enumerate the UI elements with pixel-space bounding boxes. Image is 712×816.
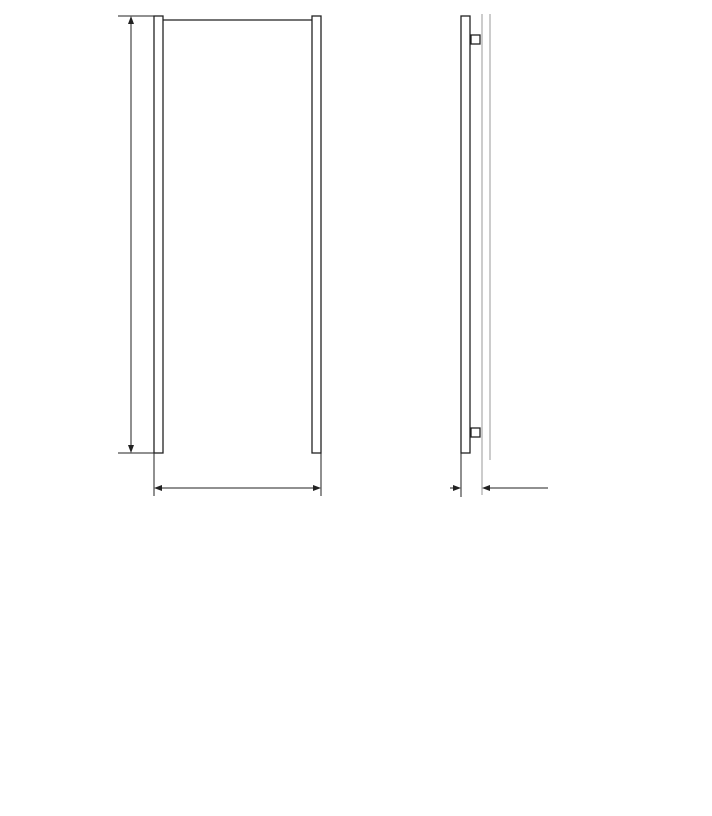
right-collector (312, 16, 321, 453)
wall (482, 14, 490, 495)
left-collector (154, 16, 163, 453)
wall-bracket-bottom (471, 428, 480, 437)
wall-bracket-top (471, 35, 480, 44)
width-dimension (154, 453, 321, 496)
depth-dimension (450, 453, 548, 497)
height-dimension (118, 16, 154, 453)
side-view (461, 16, 480, 453)
side-radiator-body (461, 16, 470, 453)
front-view (154, 16, 321, 453)
